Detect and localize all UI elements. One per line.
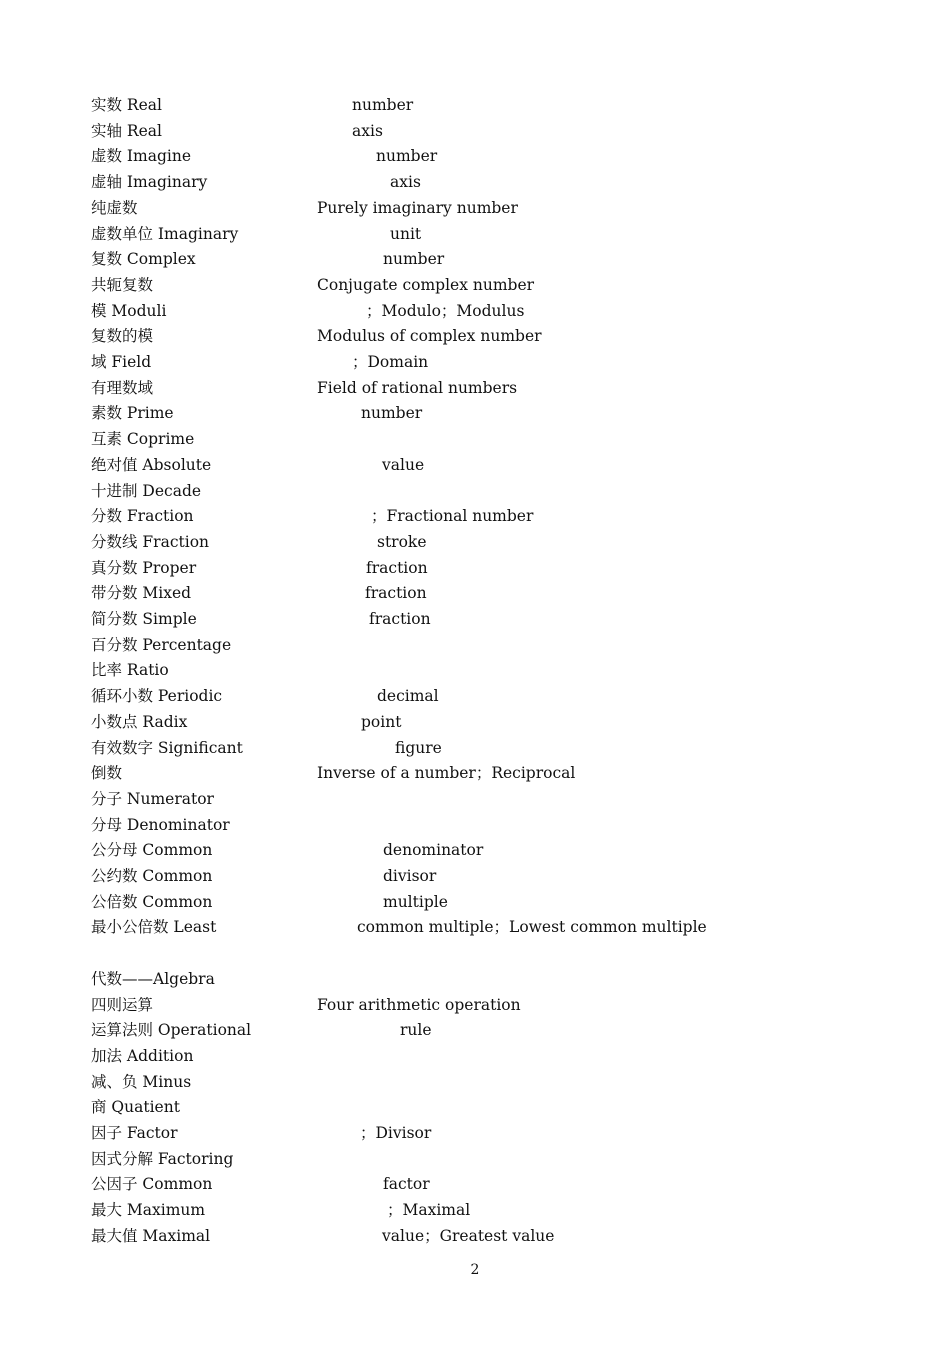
term-chinese: 互素 Coprime bbox=[91, 430, 195, 448]
term-chinese: 代数——Algebra bbox=[91, 970, 215, 988]
term-chinese: 公约数 Common bbox=[91, 867, 213, 885]
term-english: number bbox=[352, 96, 414, 114]
term-chinese: 运算法则 Operational bbox=[91, 1021, 252, 1039]
term-chinese: 公因子 Common bbox=[91, 1175, 213, 1193]
term-english: divisor bbox=[383, 867, 437, 885]
term-english: Purely imaginary number bbox=[317, 199, 518, 217]
term-english: ；Maximal bbox=[387, 1201, 471, 1219]
term-chinese: 比率 Ratio bbox=[91, 661, 169, 679]
term-english: Four arithmetic operation bbox=[317, 996, 521, 1014]
term-chinese: 域 Field bbox=[91, 353, 152, 371]
term-chinese: 简分数 Simple bbox=[91, 610, 197, 628]
term-english: factor bbox=[383, 1175, 430, 1193]
term-english: Conjugate complex number bbox=[317, 276, 535, 294]
term-chinese: 复数 Complex bbox=[91, 250, 196, 268]
page-number: 2 bbox=[470, 1262, 480, 1278]
term-english: axis bbox=[352, 122, 383, 140]
term-english: stroke bbox=[377, 533, 427, 551]
term-english: unit bbox=[390, 225, 422, 243]
term-chinese: 虚数 Imagine bbox=[91, 147, 192, 165]
term-chinese: 百分数 Percentage bbox=[91, 636, 232, 654]
term-chinese: 绝对值 Absolute bbox=[91, 456, 212, 474]
term-chinese: 模 Moduli bbox=[91, 302, 167, 320]
term-english: Modulus of complex number bbox=[317, 327, 542, 345]
term-english: number bbox=[383, 250, 445, 268]
term-chinese: 分数线 Fraction bbox=[91, 533, 210, 551]
term-chinese: 倒数 bbox=[91, 764, 123, 782]
term-chinese: 最小公倍数 Least bbox=[91, 918, 217, 936]
term-chinese: 分母 Denominator bbox=[91, 816, 230, 834]
term-english: common multiple；Lowest common multiple bbox=[357, 918, 707, 936]
term-chinese: 虚数单位 Imaginary bbox=[91, 225, 239, 243]
term-chinese: 分数 Fraction bbox=[91, 507, 194, 525]
term-chinese: 小数点 Radix bbox=[91, 713, 188, 731]
term-chinese: 循环小数 Periodic bbox=[91, 687, 223, 705]
term-chinese: 实数 Real bbox=[91, 96, 162, 114]
term-chinese: 带分数 Mixed bbox=[91, 584, 192, 602]
term-chinese: 复数的模 bbox=[91, 327, 154, 345]
term-chinese: 共轭复数 bbox=[91, 276, 154, 294]
term-english: value bbox=[382, 456, 425, 474]
term-chinese: 公倍数 Common bbox=[91, 893, 213, 911]
term-english: multiple bbox=[383, 893, 448, 911]
term-chinese: 因子 Factor bbox=[91, 1124, 178, 1142]
term-chinese: 加法 Addition bbox=[91, 1047, 194, 1065]
term-english: decimal bbox=[377, 687, 439, 705]
term-english: denominator bbox=[383, 841, 484, 859]
term-english: axis bbox=[390, 173, 421, 191]
term-english: figure bbox=[395, 739, 442, 757]
term-chinese: 因式分解 Factoring bbox=[91, 1150, 234, 1168]
term-chinese: 虚轴 Imaginary bbox=[91, 173, 208, 191]
term-english: number bbox=[376, 147, 438, 165]
term-chinese: 商 Quatient bbox=[91, 1098, 180, 1116]
term-english: number bbox=[361, 404, 423, 422]
term-chinese: 实轴 Real bbox=[91, 122, 162, 140]
term-chinese: 有效数字 Significant bbox=[91, 739, 243, 757]
term-english: ；Modulo；Modulus bbox=[366, 302, 525, 320]
term-english: fraction bbox=[365, 584, 427, 602]
term-chinese: 公分母 Common bbox=[91, 841, 213, 859]
term-english: value；Greatest value bbox=[382, 1227, 555, 1245]
term-english: rule bbox=[400, 1021, 432, 1039]
term-english: Field of rational numbers bbox=[317, 379, 518, 397]
term-chinese: 素数 Prime bbox=[91, 404, 174, 422]
term-chinese: 减、负 Minus bbox=[91, 1073, 192, 1091]
term-chinese: 纯虚数 bbox=[91, 199, 138, 217]
term-english: ；Divisor bbox=[360, 1124, 432, 1142]
term-chinese: 真分数 Proper bbox=[91, 559, 197, 577]
term-english: ；Domain bbox=[352, 353, 429, 371]
term-chinese: 十进制 Decade bbox=[91, 482, 202, 500]
term-english: ；Fractional number bbox=[371, 507, 534, 525]
term-chinese: 分子 Numerator bbox=[91, 790, 214, 808]
term-chinese: 四则运算 bbox=[91, 996, 154, 1014]
term-chinese: 最大 Maximum bbox=[91, 1201, 206, 1219]
term-english: fraction bbox=[366, 559, 428, 577]
term-chinese: 有理数域 bbox=[91, 379, 154, 397]
term-english: Inverse of a number；Reciprocal bbox=[317, 764, 576, 782]
term-chinese: 最大值 Maximal bbox=[91, 1227, 211, 1245]
term-english: fraction bbox=[369, 610, 431, 628]
term-english: point bbox=[361, 713, 402, 731]
